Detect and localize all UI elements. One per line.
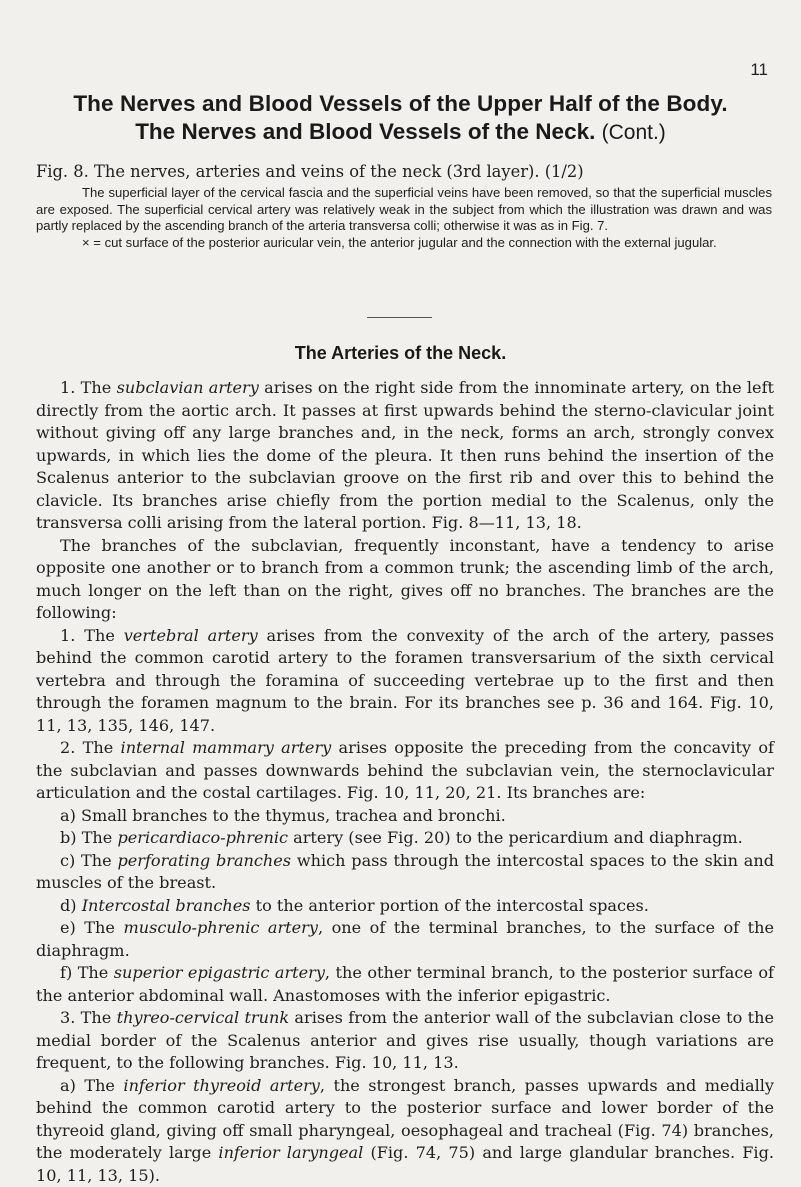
text: c) The: [60, 851, 117, 870]
list-item-c: [36, 850, 774, 895]
figure-caption-legend: × = cut surface of the posterior auricular vein, the anterior jugular and the connection with the external jugular.: [36, 235, 772, 252]
list-item-inferior-thyreoid: [36, 1075, 774, 1187]
text: which pass through the intercostal spaces to the skin and muscles of the breast.: [36, 851, 774, 893]
list-item-a: a) Small branches to the thymus, trachea and bronchi.: [36, 805, 774, 828]
page-number: 11: [750, 60, 768, 80]
paragraph-vertebral: [36, 625, 774, 738]
paragraph-internal-mammary: [36, 737, 774, 805]
text: 1. The: [60, 626, 124, 645]
text: arises from the anterior wall of the subclavian close to the medial border of the Scalenus anterior and gives rise usually, though variations are frequent, to the following branches. Fig. 10, 11, 13.: [36, 1008, 774, 1072]
term-thyreo-cervical-trunk: thyreo-cervical trunk: [117, 1008, 289, 1027]
text: , the strongest branch, passes upwards and medially behind the common carotid artery to the posterior surface and lower border of the thyreoid gland, giving off small pharyngeal, oesophageal and tracheal (Fig. 74) branches, the moderately large: [36, 1076, 774, 1163]
text: artery (see Fig. 20) to the pericardium and diaphragm.: [288, 828, 743, 847]
text: d): [60, 896, 82, 915]
term-intercostal-branches: Intercostal branches: [82, 896, 251, 915]
term-musculo-phrenic-artery: musculo-phrenic artery: [123, 918, 318, 937]
text: 2. The: [60, 738, 121, 757]
term-inferior-laryngeal: inferior laryngeal: [218, 1143, 363, 1162]
paragraph-thyreo-cervical: [36, 1007, 774, 1075]
page-subtitle: [0, 119, 801, 145]
subtitle-text: The Nerves and Blood Vessels of the Neck.: [135, 119, 595, 144]
paragraph-branches-intro: The branches of the subclavian, frequently inconstant, have a tendency to arise opposite one another or to branch from a common trunk; the ascending limb of the arch, much longer on the left than on the right, gives off no branches. The branches are the following:: [36, 535, 774, 625]
figure-caption: [36, 162, 772, 251]
term-subclavian-artery: subclavian artery: [117, 378, 259, 397]
text: arises from the convexity of the arch of the artery, passes behind the common carotid artery to the foramen transversarium of the sixth cervical vertebra and through the foramina of succeeding vertebrae up to the first and then through the foramen magnum to the brain. For its branches see p. 36 and 164. Fig. 10, 11, 13, 135, 146, 147.: [36, 626, 774, 735]
text: , the other terminal branch, to the posterior surface of the anterior abdominal wall. Anastomoses with the inferior epigastric.: [36, 963, 774, 1005]
text: a) The: [60, 1076, 123, 1095]
term-perforating-branches: perforating branches: [117, 851, 291, 870]
term-superior-epigastric-artery: superior epigastric artery: [114, 963, 325, 982]
page-title: The Nerves and Blood Vessels of the Upper Half of the Body.: [0, 91, 801, 117]
text: arises opposite the preceding from the concavity of the subclavian and passes downwards behind the subclavian vein, the sternoclavicular articulation and the costal cartilages. Fig. 10, 11, 20, 21. Its branches are:: [36, 738, 774, 802]
article-body: [36, 377, 774, 1187]
text: 1. The: [60, 378, 117, 397]
list-item-f: [36, 962, 774, 1007]
list-item-b: [36, 827, 774, 850]
text: 3. The: [60, 1008, 117, 1027]
term-vertebral-artery: vertebral artery: [124, 626, 258, 645]
figure-caption-description: The superficial layer of the cervical fascia and the superficial veins have been removed, so that the superficial muscles are exposed. The superficial cervical artery was relatively weak in the subject from which the illustration was drawn and was partly replaced by the ascending branch of the arteria transversa colli; otherwise it was as in Fig. 7.: [36, 185, 772, 235]
paragraph-subclavian: [36, 377, 774, 535]
list-item-d: [36, 895, 774, 918]
list-item-e: [36, 917, 774, 962]
term-pericardiaco-phrenic: pericardiaco-phrenic: [117, 828, 288, 847]
text: b) The: [60, 828, 117, 847]
section-divider: [367, 317, 432, 318]
text: , one of the terminal branches, to the surface of the diaphragm.: [36, 918, 774, 960]
section-title: The Arteries of the Neck.: [0, 343, 801, 364]
term-internal-mammary-artery: internal mammary artery: [121, 738, 332, 757]
figure-caption-title: Fig. 8. The nerves, arteries and veins of the neck (3rd layer). (1/2): [36, 162, 772, 182]
subtitle-continued: (Cont.): [602, 121, 666, 144]
text: f) The: [60, 963, 114, 982]
text: to the anterior portion of the intercostal spaces.: [251, 896, 649, 915]
term-inferior-thyreoid-artery: inferior thyreoid artery: [123, 1076, 319, 1095]
text: arises on the right side from the innominate artery, on the left directly from the aortic arch. It passes at first upwards behind the sterno-clavicular joint without giving off any large branches and, in the neck, forms an arch, strongly convex upwards, in which lies the dome of the pleura. It then runs behind the insertion of the Scalenus anterior to the subclavian groove on the first rib and over this to behind the clavicle. Its branches arise chiefly from the portion medial to the Scalenus, only the transversa colli arising from the lateral portion. Fig. 8—11, 13, 18.: [36, 378, 774, 532]
text: (Fig. 74, 75) and large glandular branches. Fig. 10, 11, 13, 15).: [36, 1143, 774, 1185]
text: e) The: [60, 918, 123, 937]
